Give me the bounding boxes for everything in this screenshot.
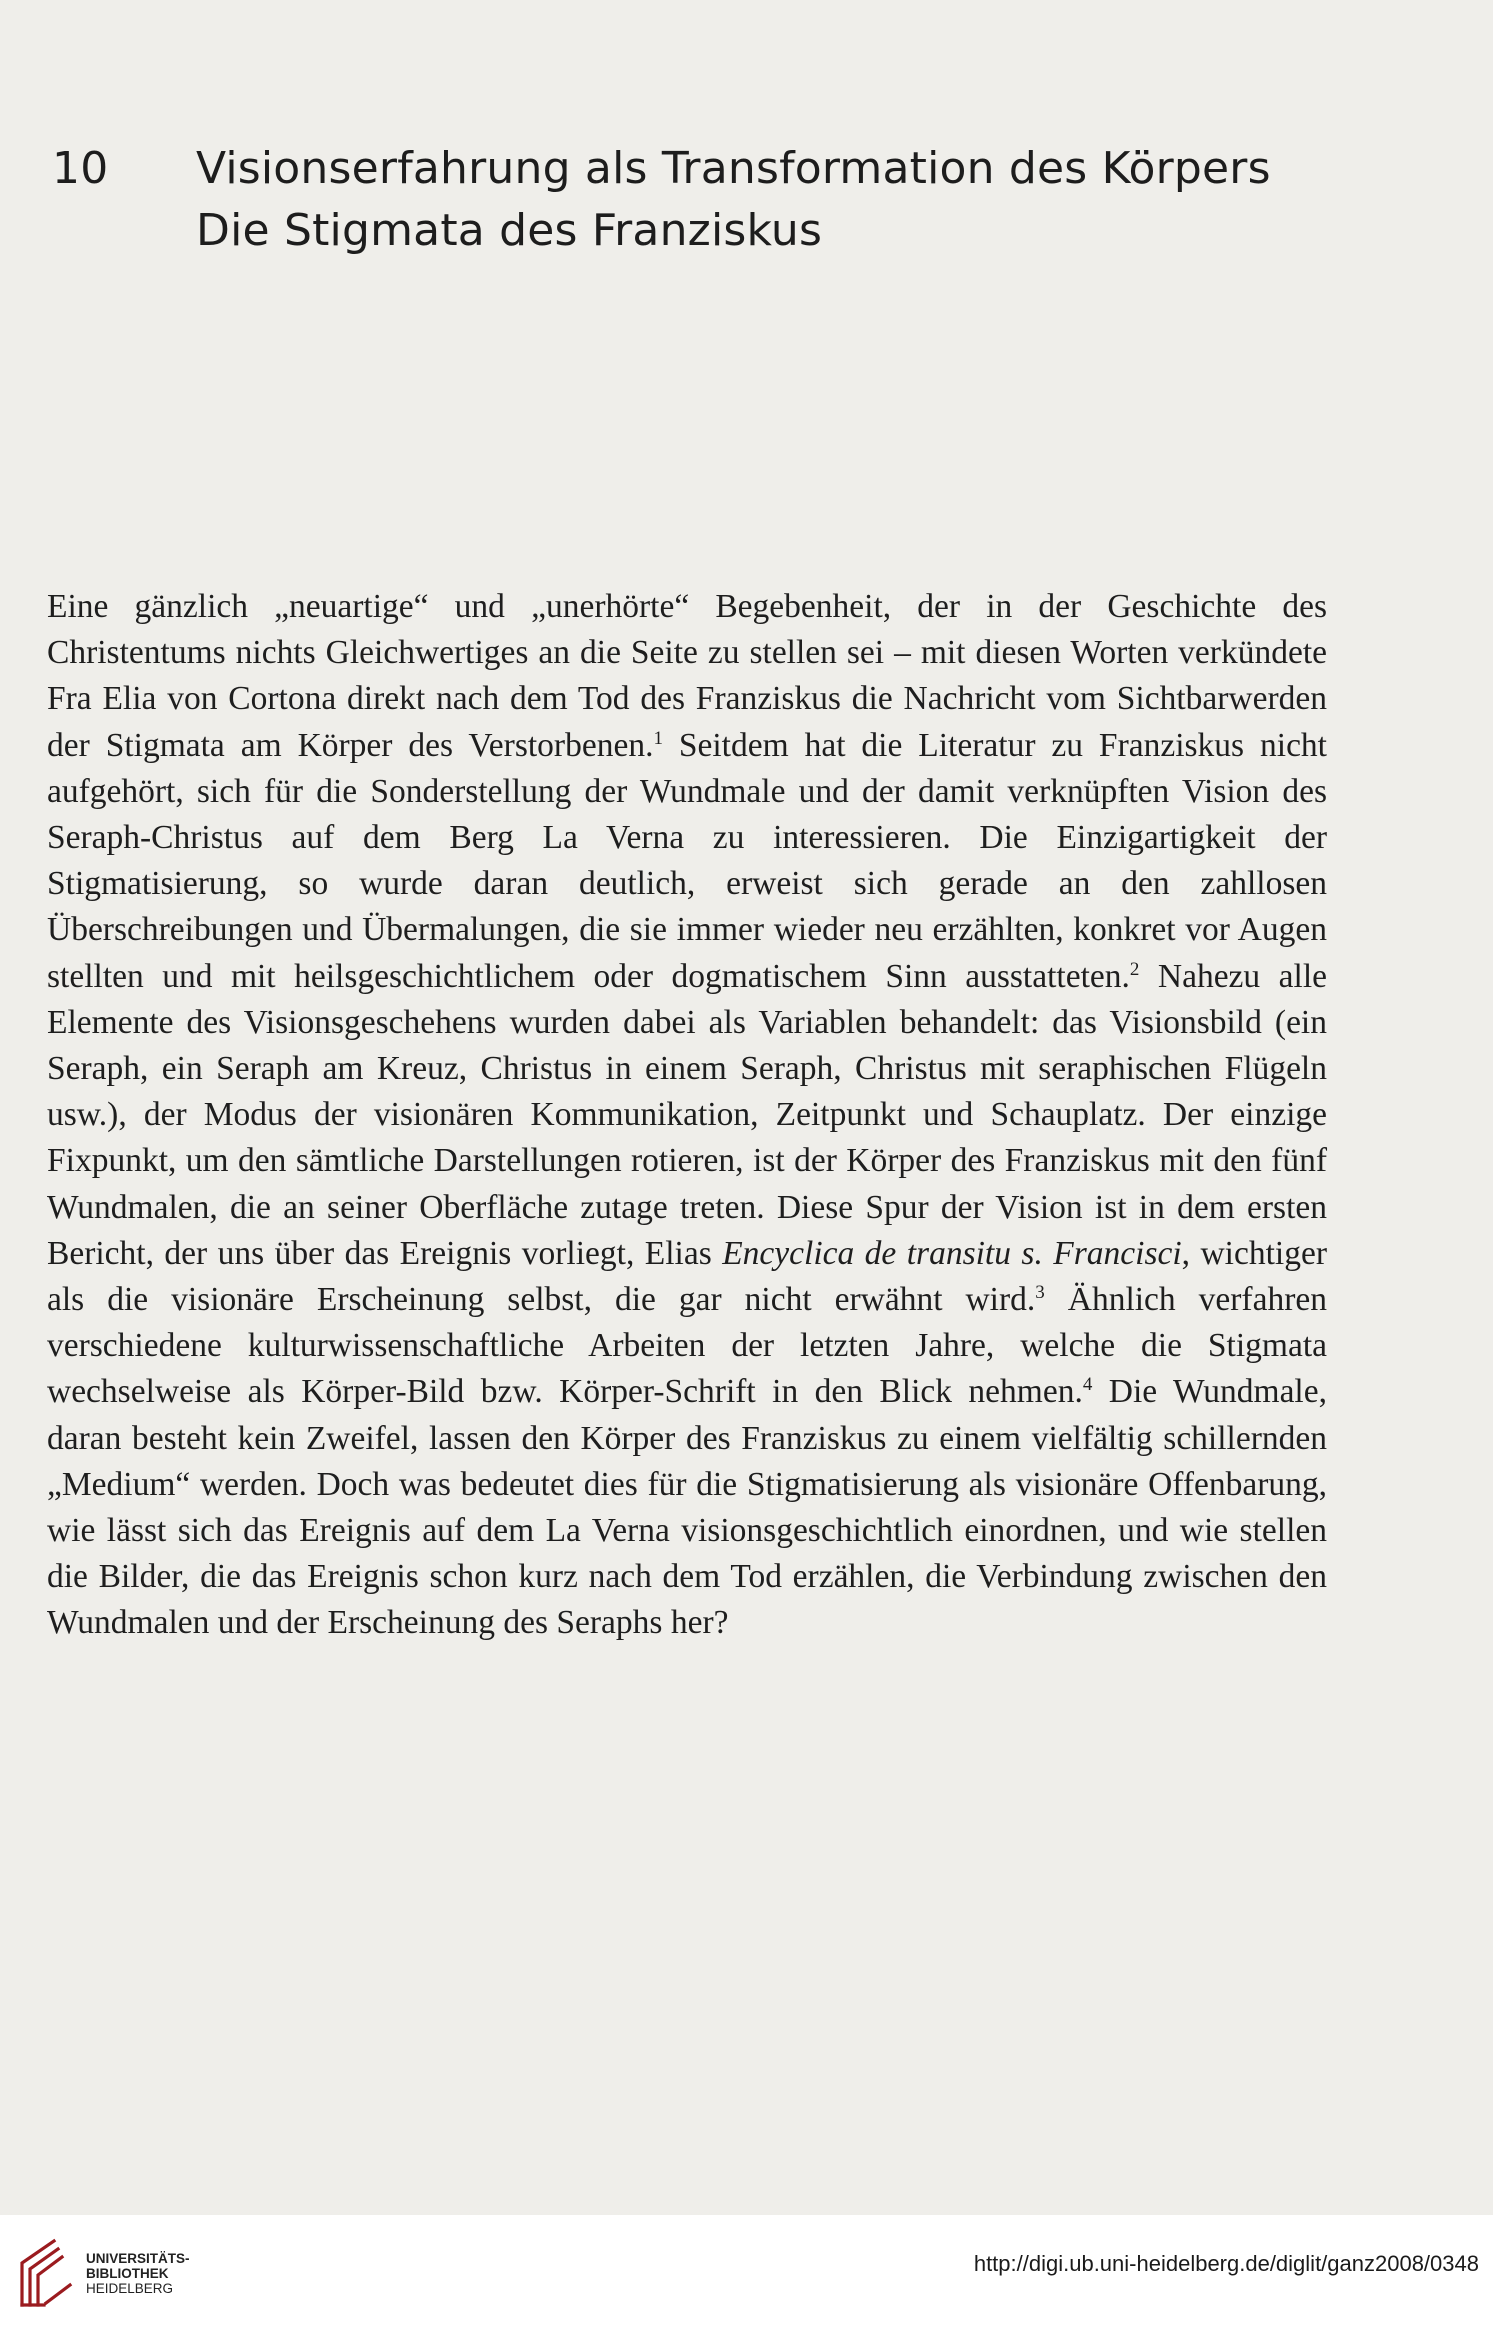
library-line-1: UNIVERSITÄTS- [86,2251,190,2266]
chapter-title-line-1: Visionserfahrung als Transformation des Körpers [196,143,1271,194]
footnote-ref-1[interactable]: 1 [653,727,663,749]
chapter-number: 10 [52,143,109,194]
library-line-2: BIBLIOTHEK [86,2266,169,2281]
library-name [86,2251,190,2296]
chapter-title-line-2: Die Stigmata des Franziskus [196,205,823,256]
digitization-footer [0,2215,1493,2327]
footnote-ref-2[interactable]: 2 [1129,958,1140,980]
text-segment: Nahezu alle Elemente des Visionsgeschehens wurden dabei als Variablen behandelt: das Visionsbild (ein Seraph, ein Seraph am Kreuz, Christus in einem Seraph, Christus mit seraphischen Flügeln usw.), der Modus der visionären Kommunikation, Zeitpunkt und Schauplatz. Der einzige Fixpunkt, um den sämtliche Darstellungen rotieren, ist der Körper des Franziskus mit den fünf Wundmalen, die an seiner Oberfläche zutage treten. Diese Spur der Vision ist in dem ersten Bericht, der uns über das Ereignis vorliegt, Elias [47,957,1327,1272]
text-segment: Eine gänzlich „neuartige“ und „unerhörte“ Begebenheit, der in der Geschichte des Christentums nichts Gleichwertiges an die Seite zu stellen sei – mit diesen Worten verkündete Fra Elia von Cortona direkt nach dem Tod des Franziskus die Nachricht vom Sichtbarwerden der Stigmata am Körper des Verstorbenen. [47,588,1327,764]
footnote-ref-4[interactable]: 4 [1082,1374,1093,1396]
text-segment: Die Wundmale, daran besteht kein Zweifel, lassen den Körper des Franziskus zu einem vielfältig schillernden „Medium“ werden. Doch was bedeutet dies für die Stigmatisierung als visionäre Offenbarung, wie lässt sich das Ereignis auf dem La Verna visionsgeschichtlich einordnen, und wie stellen die Bilder, die das Ereignis schon kurz nach dem Tod erzählen, die Verbindung zwischen den Wundmalen und der Erscheinung des Seraphs her? [47,1373,1327,1642]
italic-work-title: Encyclica de transitu s. Francisci [722,1234,1182,1272]
library-line-3: HEIDELBERG [86,2281,174,2296]
source-url-link[interactable]: http://digi.ub.uni-heidelberg.de/diglit/ganz2008/0348 [973,2251,1479,2276]
footnote-ref-3[interactable]: 3 [1035,1281,1045,1303]
library-logo-icon [14,2233,78,2313]
paragraph [47,584,1327,1647]
text-segment: Ähnlich verfahren verschiedene kulturwissenschaftliche Arbeiten der letzten Jahre, welche die Stigmata wechselweise als Körper-Bild bzw. Körper-Schrift in den Blick nehmen. [47,1281,1327,1411]
text-segment: , wichtiger als die visionäre Erscheinung selbst, die gar nicht erwähnt wird. [47,1234,1327,1319]
body-text [47,584,1327,1647]
text-segment: Seitdem hat die Literatur zu Franziskus nicht aufgehört, sich für die Sonderstellung der Wundmale und der damit verknüpften Vision des Seraph-Christus auf dem Berg La Verna zu interessieren. Die Einzigartigkeit der Stigmatisierung, so wurde daran deutlich, erweist sich gerade an den zahllosen Überschreibungen und Übermalungen, die sie immer wieder neu erzählten, konkret vor Augen stellten und mit heilsgeschichtlichem oder dogmatischem Sinn ausstatteten. [47,726,1327,995]
